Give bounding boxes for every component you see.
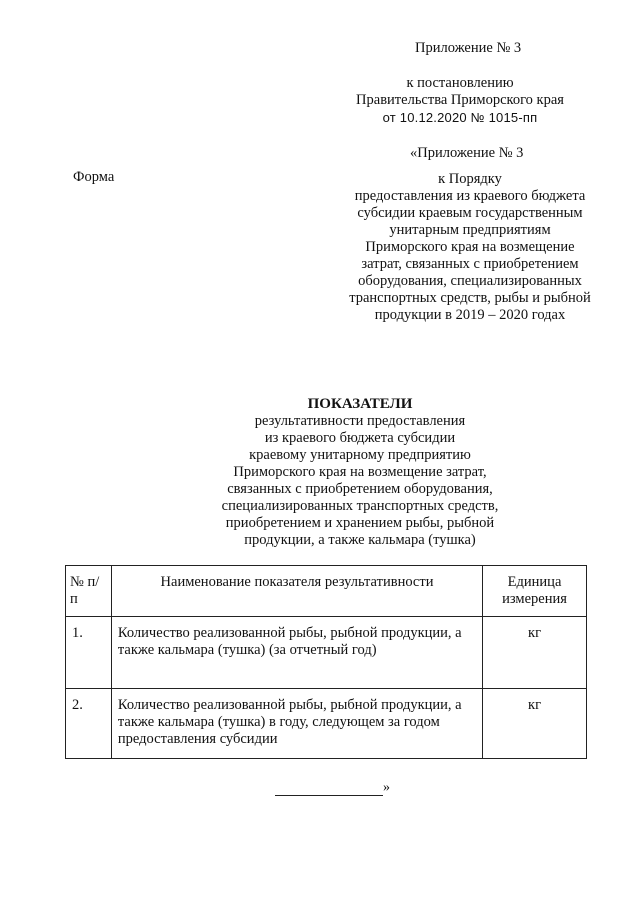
order-appendix-title: «Приложение № 3 [410,145,524,161]
closing-line [275,780,390,796]
order-appendix-line: Приморского края на возмещение [365,239,575,255]
indicators-subtitle-line: связанных с приобретением оборудования, [227,481,493,497]
order-appendix-line: оборудования, специализированных [358,273,582,289]
indicators-subtitle-line: результативности предоставления [254,413,466,429]
appendix-date-number: от 10.12.2020 № 1015-пп [382,110,538,125]
table-header-row [66,566,587,617]
row-unit: кг [483,617,587,689]
indicators-subtitle-line: специализированных транспортных средств, [221,498,499,514]
closing-quote: » [383,780,390,795]
appendix-to-resolution: к постановлению [406,75,514,91]
indicators-subtitle-line: приобретением и хранением рыбы, рыбной [225,515,495,531]
spacer [355,57,565,75]
header-unit-line: измерения [502,591,567,607]
form-label: Форма [73,169,115,185]
row-indicator-name: Количество реализованной рыбы, рыбной продукции, а также кальмара (тушка) в году, следующем за годом предоставления субсидии [111,689,482,759]
header-unit-line: Единица [507,574,562,590]
order-appendix-line: к Порядку [438,171,502,187]
header-unit [483,566,587,617]
header-name: Наименование показателя результативности [111,566,482,617]
appendix-government: Правительства Приморского края [356,92,564,108]
indicators-heading [170,395,550,549]
header-num: № п/п [66,566,112,617]
order-appendix-line: унитарным предприятиям [389,222,551,238]
indicators-subtitle-line: краевому унитарному предприятию [249,447,471,463]
order-appendix [330,145,610,324]
row-num: 2. [66,689,112,759]
indicators-subtitle-line: продукции, а также кальмара (тушка) [244,532,476,548]
order-appendix-line: субсидии краевым государственным [357,205,583,221]
order-appendix-line: транспортных средств, рыбы и рыбной [349,290,591,306]
order-appendix-line: продукции в 2019 – 2020 годах [374,307,566,323]
indicators-subtitle-line: из краевого бюджета субсидии [264,430,456,446]
table-row [66,617,587,689]
closing-rule [275,783,383,796]
appendix-header [355,40,565,126]
row-num: 1. [66,617,112,689]
order-appendix-line: затрат, связанных с приобретением [361,256,579,272]
order-appendix-line: предоставления из краевого бюджета [354,188,586,204]
table-row [66,689,587,759]
indicators-table [65,565,587,759]
row-unit: кг [483,689,587,759]
indicators-subtitle-line: Приморского края на возмещение затрат, [233,464,487,480]
row-indicator-name: Количество реализованной рыбы, рыбной продукции, а также кальмара (тушка) (за отчетный год) [111,617,482,689]
indicators-title: ПОКАЗАТЕЛИ [307,396,413,412]
appendix-title: Приложение № 3 [415,40,522,56]
